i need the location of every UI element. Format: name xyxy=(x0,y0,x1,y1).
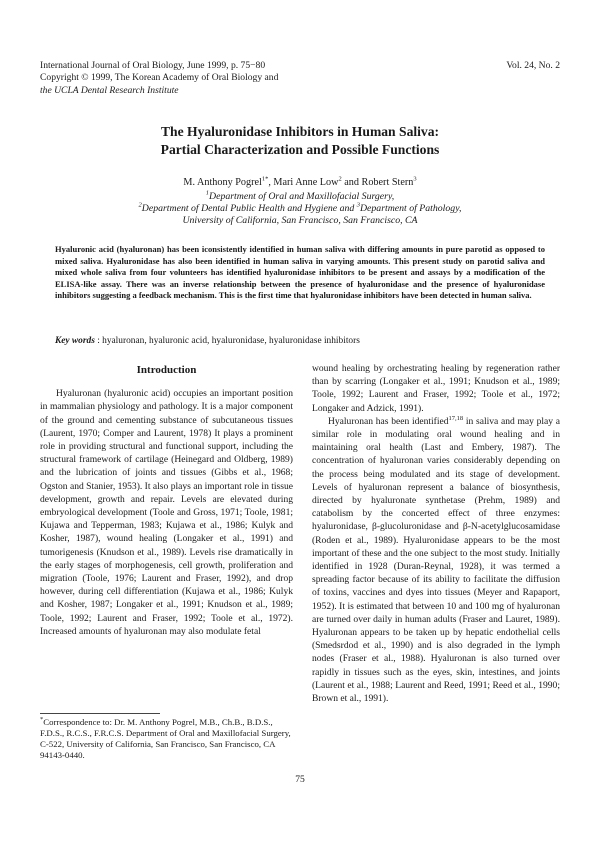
copyright-line: Copyright © 1999, The Korean Academy of Oral Biology and xyxy=(40,72,279,84)
journal-citation: International Journal of Oral Biology, June 1999, p. 75−80 xyxy=(40,60,266,71)
page-number: 75 xyxy=(295,774,305,785)
institute-line: the UCLA Dental Research Institute xyxy=(40,84,179,96)
body-paragraph xyxy=(312,415,560,705)
journal-header xyxy=(40,60,360,97)
author-sup: 1* xyxy=(261,175,269,183)
affiliation-line xyxy=(40,203,560,215)
right-column xyxy=(312,362,560,705)
author-name: Mari Anne Low xyxy=(273,177,339,188)
affiliation-line: University of California, San Francisco, San Francisco, CA xyxy=(182,215,418,226)
volume-number: Vol. 24, No. 2 xyxy=(506,60,560,71)
title-line-2: Partial Characterization and Possible Functions xyxy=(160,142,440,157)
affiliation-text: Department of Pathology, xyxy=(359,203,462,214)
paper-title xyxy=(40,123,560,159)
abstract: Hyaluronic acid (hyaluronan) has been iconsistently identified in human saliva with differing amounts in pure parotid as opposed to mixed saliva. Hyaluronidase has also been identified in human saliva in varying amounts. This present study on parotid saliva and mixed whole saliva from four volunteers has identified hyaluronidase inhibitors to be present and assays by a modification of the ELISA-like assay. There was an inverse relationship between the presence of hyaluronidase and the presence of hyaluronidase inhibitors suggesting a feedback mechanism. This is the first time that hyaluronidase inhibitors have been detected in human saliva. xyxy=(55,244,545,300)
keywords-separator: : xyxy=(94,336,103,346)
footnote-text: Correspondence to: Dr. M. Anthony Pogrel, M.B., Ch.B., B.D.S., F.D.S., R.C.S., F.R.C.S. Department of Oral and Maxillofacial Surgery, C-522, University of California, San Francisco, San Francisco, CA 94143-0440. xyxy=(40,717,291,760)
author-sup: 3 xyxy=(413,175,417,183)
author-separator: , xyxy=(268,177,274,188)
author-name: Robert Stern xyxy=(361,177,414,188)
author-list xyxy=(40,177,560,188)
affiliation-line xyxy=(40,191,560,203)
paragraph-text: in saliva and may play a similar role in modulating oral wound healing and in maintaining oral health (Last and Embery, 1987). The concentration of hyaluronan varies considerably depending on the process being modulated and its stage of development. Levels of hyaluronan represent a balance of biosynthesis, directed by hyaluronate synthetase (Prehm, 1989) and catabolism by the concerted effect of three enzymes: hyaluronidase, β-glucoluronidase and β-N-acetylglucosamidase (Roden et al., 1989). Hyaluronidase appears to be the most important of these and the one subject to the most study. Initially identified in 1928 (Duran-Reynal, 1928), it was termed a spreading factor because of its ability to facilitate the diffusion of toxins, vaccines and dyes into tissues (Meyer and Rapaport, 1952). It is estimated that between 10 and 100 mg of hyaluronan are turned over daily in human adults (Fraser and Lauret, 1989). Hyaluronan appears to be taken up by hepatic endothelial cells (Smedsrdod et al., 1990) and is also degraded in the lymph nodes (Fraser et al., 1988). Hyaluronan is also turned over rapidly in tissues such as the eyes, skin, intestines, and joints (Laurent et al., 1988; Laurent and Reed, 1991; Reed et al., 1990; Brown et al., 1991). xyxy=(312,415,560,705)
body-paragraph: wound healing by orchestrating healing by regeneration rather than by scarring (Longaker et al., 1991; Knudson et al., 1989; Toole, 1992; Laurent and Fraser, 1992; Toole et al., 1972; Longaker and Adzick, 1991). xyxy=(312,363,560,414)
left-column xyxy=(40,362,293,638)
section-heading-introduction: Introduction xyxy=(136,364,197,376)
paragraph-text: Hyaluronan has been identified xyxy=(328,415,449,427)
footnote-divider xyxy=(40,713,160,714)
keywords xyxy=(55,336,545,346)
affiliations xyxy=(40,191,560,227)
title-line-1: The Hyaluronidase Inhibitors in Human Saliva: xyxy=(160,124,440,139)
correspondence-footnote xyxy=(40,717,293,761)
affiliation-sup: 2 xyxy=(138,201,142,209)
author-name: M. Anthony Pogrel xyxy=(183,177,262,188)
keywords-label: Key words xyxy=(55,336,95,346)
author-separator: and xyxy=(341,177,362,188)
body-paragraph: Hyaluronan (hyaluronic acid) occupies an important position in mammalian physiology and pathology. It is a major component of the ground and cementing substance of subcutaneous tissues (Laurent, 1970; Comper and Laurent, 1978) It plays a prominent role in providing structural and functional support, including the structural framework of cartilage (Heinegard and Oldberg, 1989) and the lubrication of joints and tissues (Gibbs et al., 1968; Ogston and Stanier, 1953). It also plays an important role in tissue development, growth and repair. Levels are elevated during embryological development (Toole and Gross, 1971; Toole, 1981; Kujawa and Tepperman, 1983; Kujawa et al., 1986; Kulyk and Kosher, 1987), wound healing (Longaker et al., 1991) and tumorigenesis (Knudson et al., 1989). Levels rise dramatically in the early stages of morphogenesis, cell growth, proliferation and migration (Toole, 1976; Laurent and Fraser, 1992), and drop however, during cell differentiation (Kujawa et al., 1986; Kulyk and Kosher, 1987; Longaker et al., 1991; Knudson et al., 1989; Toole, 1992; Laurent and Fraser, 1992; Toole et al., 1972). Increased amounts of hyaluronan may also modulate fetal xyxy=(40,388,293,637)
affiliation-text: Department of Oral and Maxillofacial Surgery, xyxy=(209,191,395,202)
affiliation-sup: 3 xyxy=(356,201,360,209)
affiliation-text: Department of Dental Public Health and Hygiene and xyxy=(141,203,357,214)
footnote-marker: * xyxy=(40,716,44,724)
citation-sup: 17,18 xyxy=(448,414,464,422)
affiliation-sup: 1 xyxy=(205,189,210,197)
author-sup: 2 xyxy=(338,175,342,183)
keywords-text: hyaluronan, hyaluronic acid, hyaluronidase, hyaluronidase inhibitors xyxy=(102,336,360,346)
